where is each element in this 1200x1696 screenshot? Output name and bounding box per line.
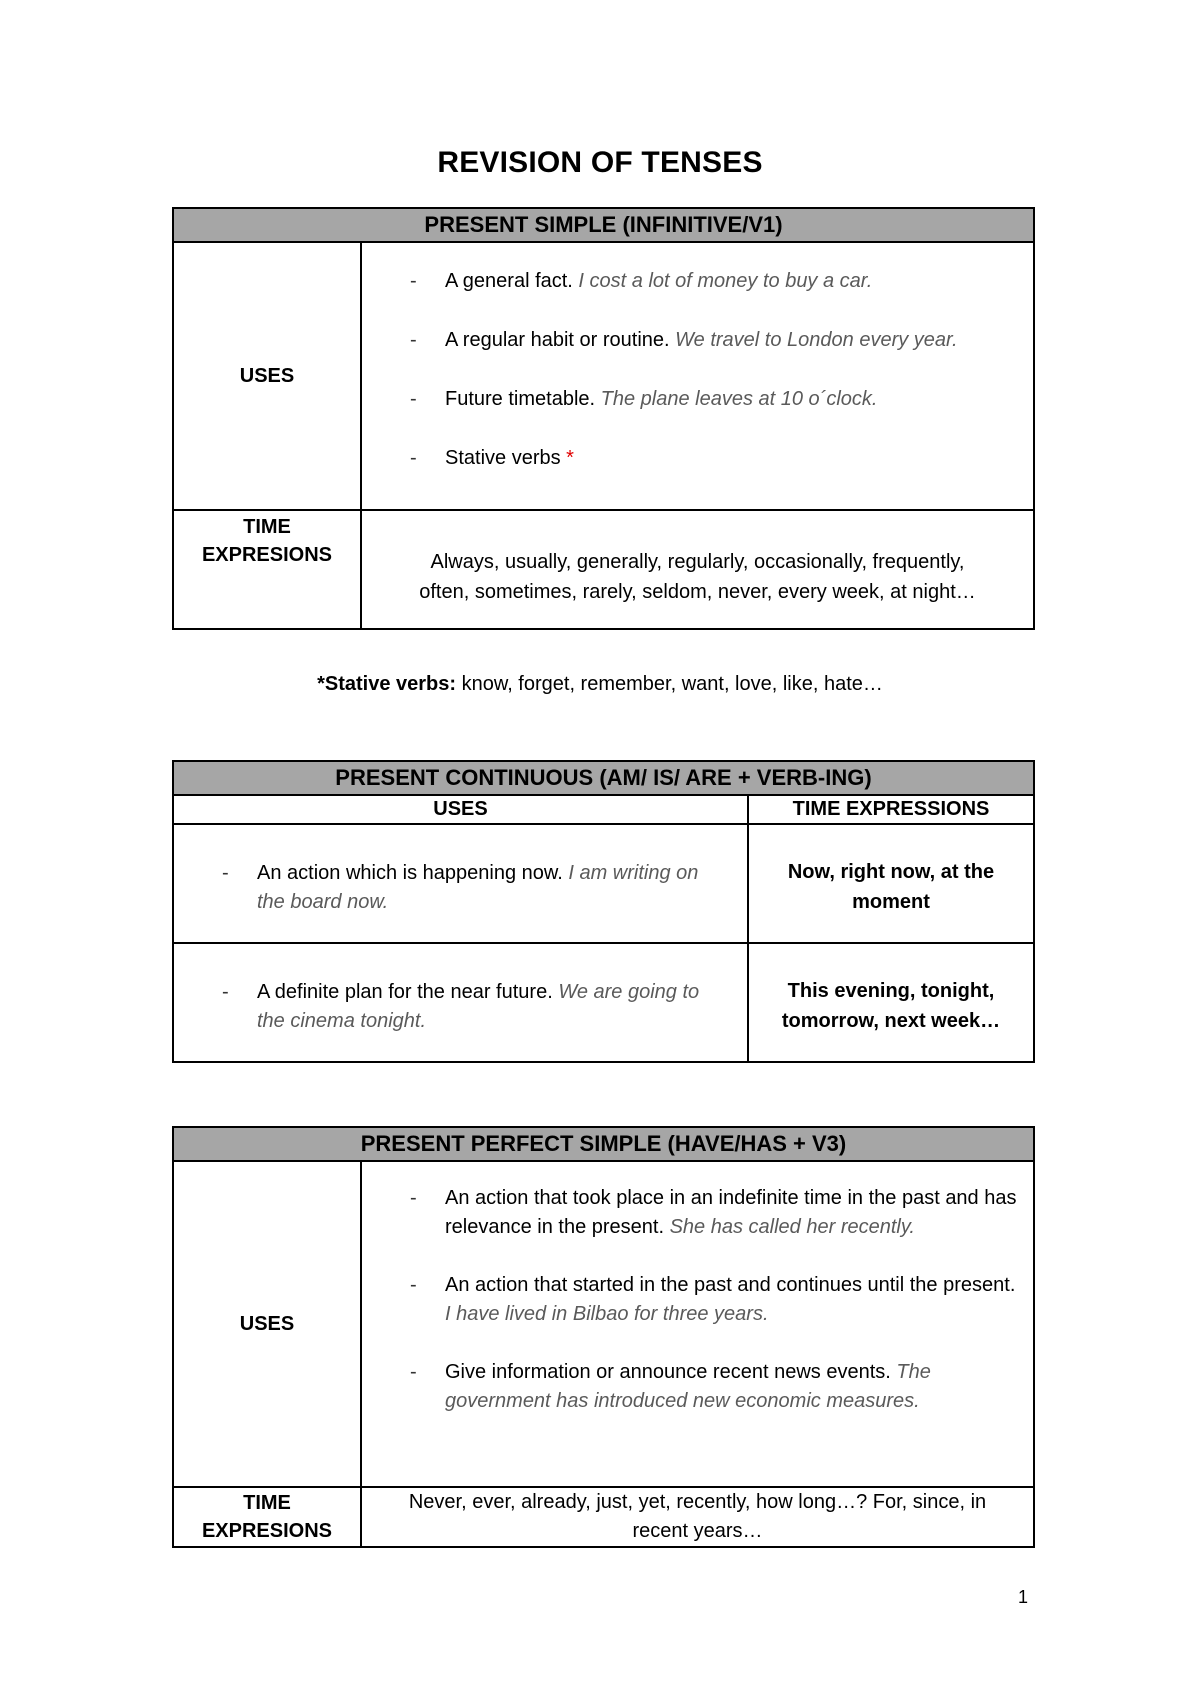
list-item: - Future timetable. The plane leaves at 10 o´clock.	[410, 388, 878, 410]
present-simple-time-label: TIME EXPRESIONS	[173, 510, 361, 629]
present-perfect-header: PRESENT PERFECT SIMPLE (HAVE/HAS + V3)	[173, 1127, 1034, 1161]
present-simple-table	[172, 207, 1035, 630]
present-perfect-uses-label: USES	[173, 1161, 361, 1487]
present-perfect-table	[172, 1126, 1035, 1548]
present-continuous-time-header: TIME EXPRESSIONS	[748, 795, 1034, 824]
present-continuous-header: PRESENT CONTINUOUS (AM/ IS/ ARE + VERB-ING)	[173, 761, 1034, 795]
present-perfect-time-label: TIME EXPRESIONS	[173, 1487, 361, 1547]
table-row: - An action which is happening now. I am writing on the board now.	[173, 824, 748, 943]
list-item: - Stative verbs *	[410, 447, 574, 469]
present-continuous-uses-header: USES	[173, 795, 748, 824]
asterisk-marker: *	[566, 447, 574, 469]
present-perfect-time-expressions: Never, ever, already, just, yet, recently, how long…? For, since, in recent years…	[361, 1487, 1034, 1547]
list-item: - A regular habit or routine. We travel to London every year.	[410, 329, 958, 351]
present-simple-uses-cell	[361, 242, 1034, 510]
page-title: REVISION OF TENSES	[437, 146, 763, 179]
table-row: - A definite plan for the near future. We are going to the cinema tonight.	[173, 943, 748, 1062]
time-expression-cell: Now, right now, at the moment	[748, 824, 1034, 943]
present-continuous-table	[172, 760, 1035, 1063]
page-number: 1	[1018, 1587, 1029, 1607]
list-item: - An action that took place in an indefinite time in the past and has relevance in the present. She has called her recently.	[410, 1187, 1017, 1238]
present-simple-header: PRESENT SIMPLE (INFINITIVE/V1)	[173, 208, 1034, 242]
present-perfect-uses-cell	[361, 1161, 1034, 1487]
present-simple-time-expressions: Always, usually, generally, regularly, occasionally, frequently, often, sometimes, rarely, seldom, never, every week, at night…	[361, 510, 1034, 629]
list-item: - An action that started in the past and continues until the present. I have lived in Bilbao for three years.	[410, 1274, 1016, 1325]
present-simple-uses-label: USES	[173, 242, 361, 510]
stative-verbs-note: *Stative verbs: know, forget, remember, want, love, like, hate…	[317, 673, 883, 695]
time-expression-cell: This evening, tonight, tomorrow, next week…	[748, 943, 1034, 1062]
list-item: - Give information or announce recent news events. The government has introduced new economic measures.	[410, 1361, 931, 1412]
list-item: - A general fact. I cost a lot of money to buy a car.	[410, 270, 873, 292]
